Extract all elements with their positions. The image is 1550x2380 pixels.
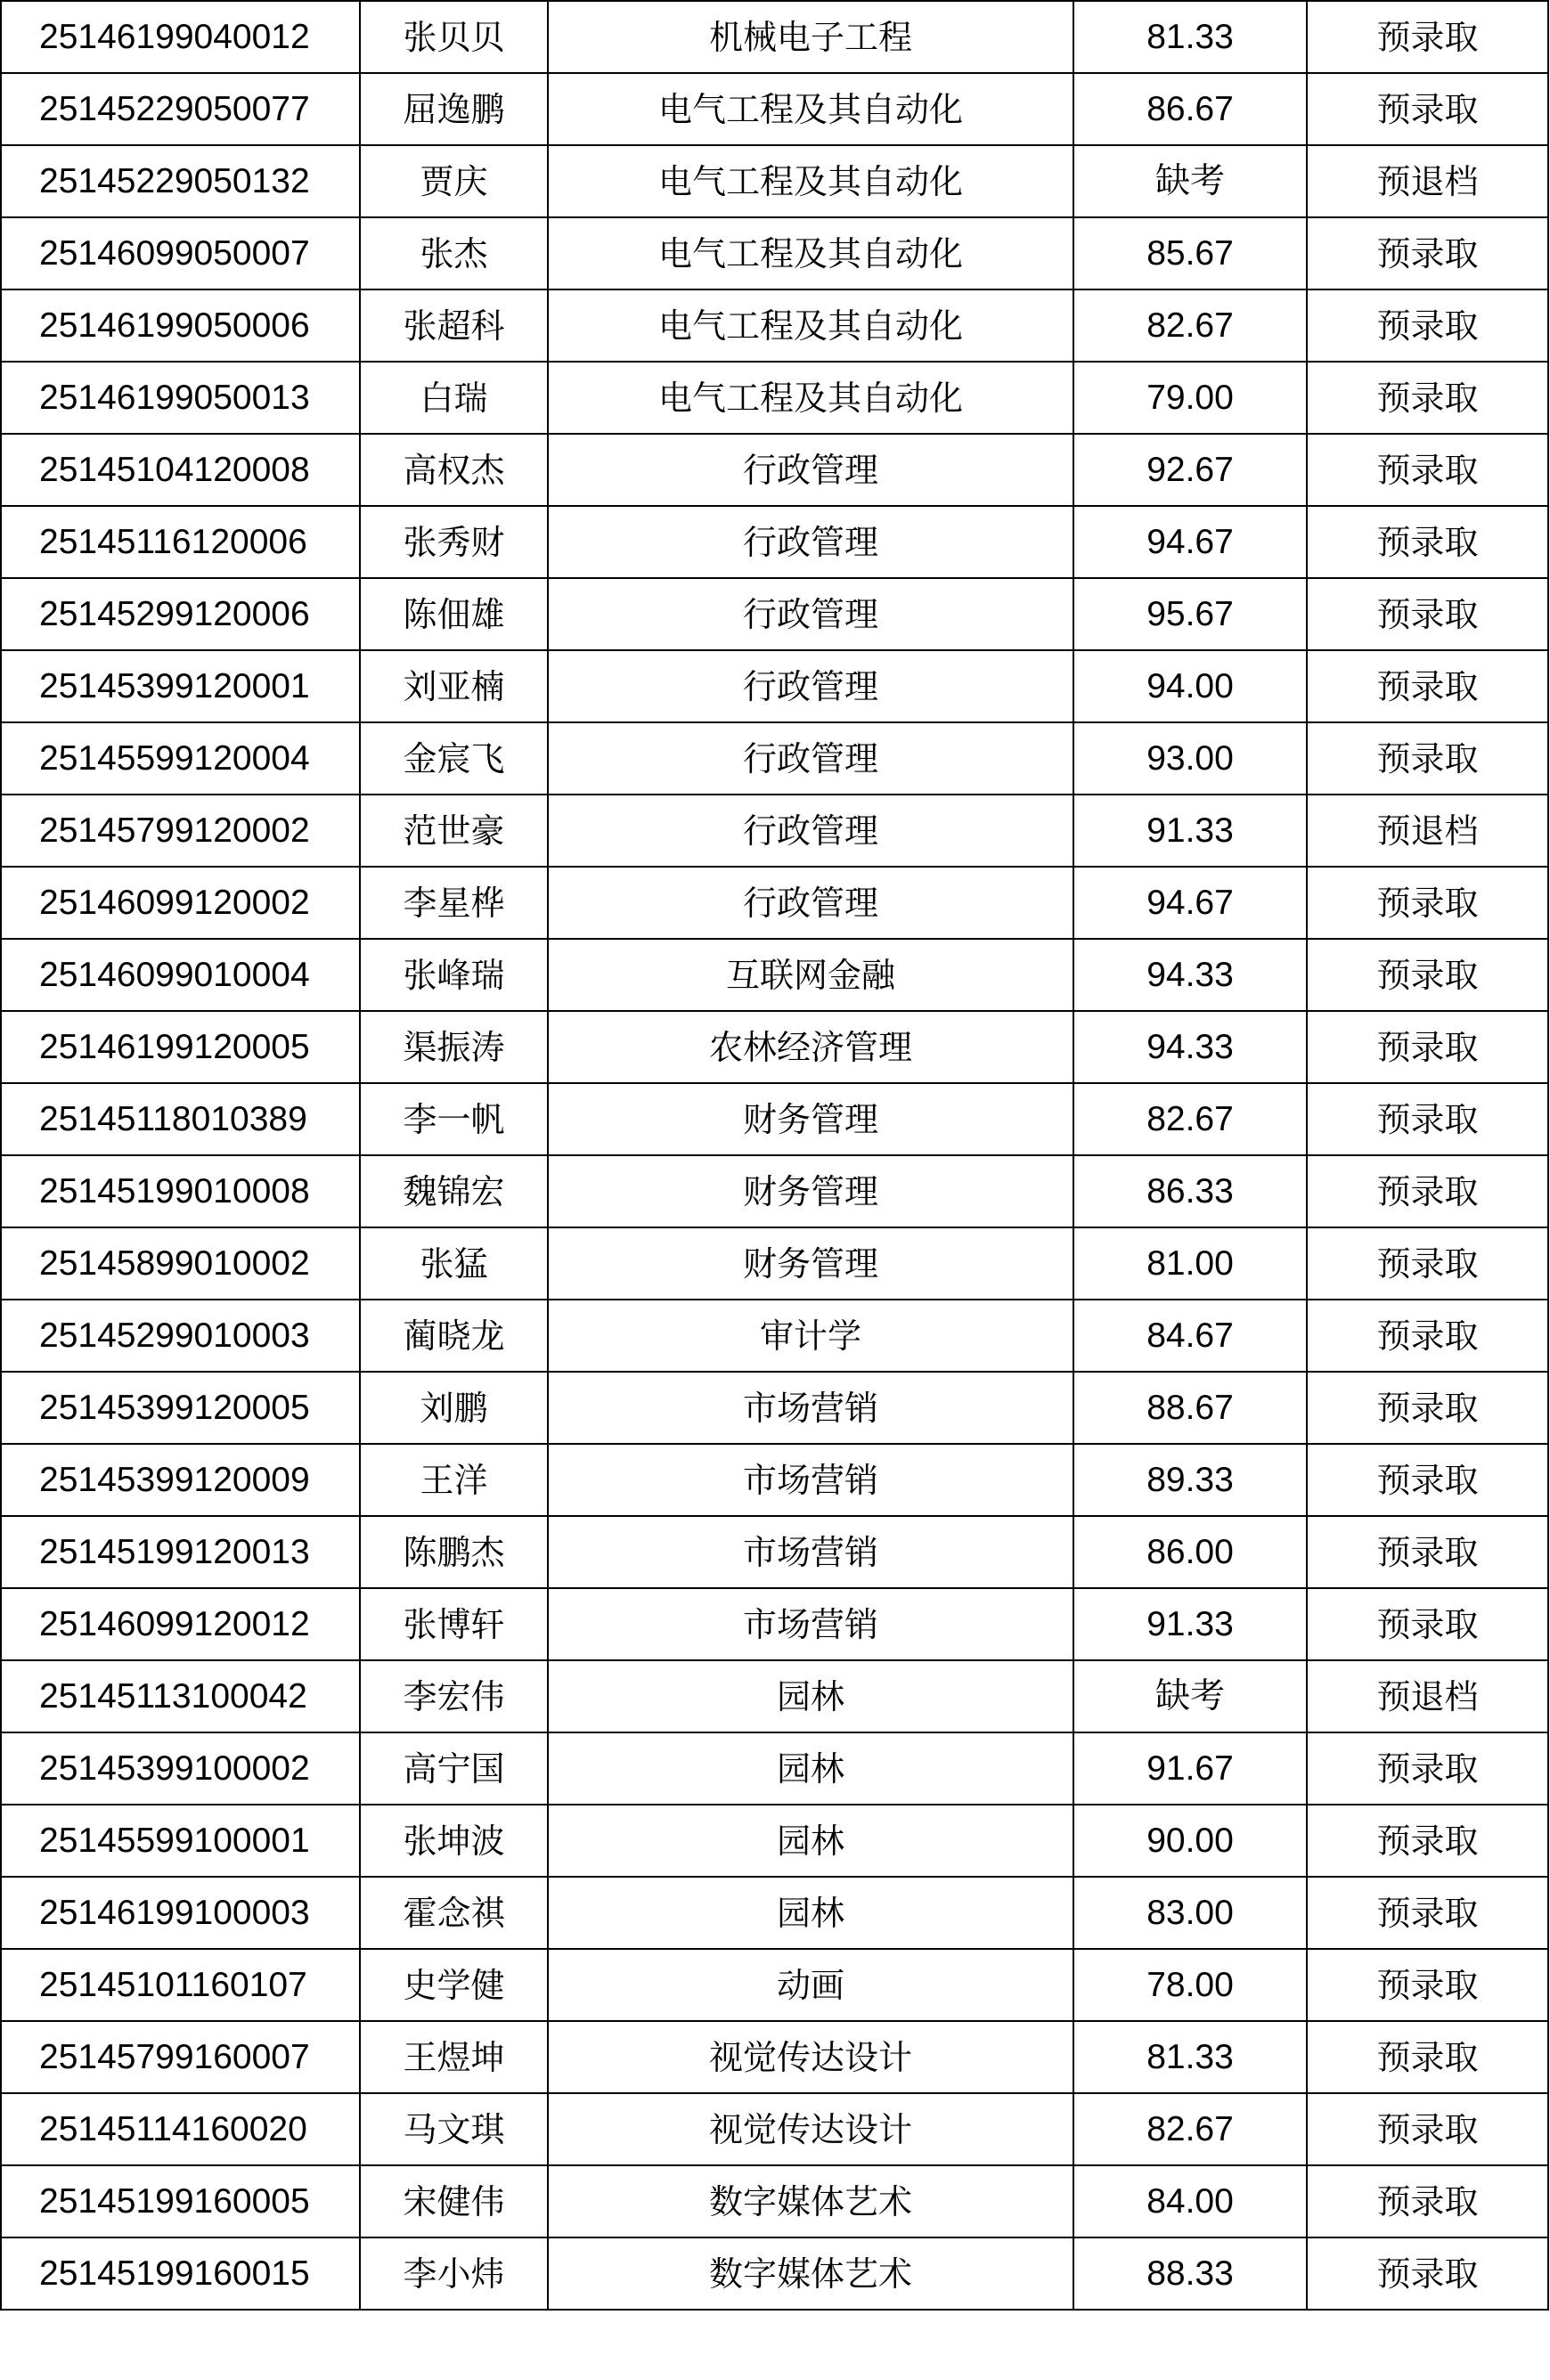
exam-number-cell: 25145229050077 bbox=[1, 73, 360, 145]
table-row bbox=[1, 362, 1548, 434]
table-row bbox=[1, 1155, 1548, 1227]
student-name-cell: 魏锦宏 bbox=[360, 1155, 548, 1227]
major-cell: 电气工程及其自动化 bbox=[548, 73, 1073, 145]
exam-number-cell: 25146199050013 bbox=[1, 362, 360, 434]
status-cell: 预录取 bbox=[1307, 1805, 1548, 1877]
major-cell: 视觉传达设计 bbox=[548, 2093, 1073, 2165]
score-cell: 91.67 bbox=[1073, 1732, 1307, 1805]
status-cell: 预录取 bbox=[1307, 1011, 1548, 1083]
table-row bbox=[1, 2093, 1548, 2165]
status-cell: 预录取 bbox=[1307, 1227, 1548, 1300]
score-cell: 84.00 bbox=[1073, 2165, 1307, 2237]
major-cell: 市场营销 bbox=[548, 1588, 1073, 1660]
table-row bbox=[1, 1083, 1548, 1155]
score-cell: 89.33 bbox=[1073, 1444, 1307, 1516]
student-name-cell: 张杰 bbox=[360, 217, 548, 289]
table-row bbox=[1, 578, 1548, 650]
student-name-cell: 贾庆 bbox=[360, 145, 548, 217]
score-cell: 94.67 bbox=[1073, 867, 1307, 939]
student-name-cell: 李一帆 bbox=[360, 1083, 548, 1155]
score-cell: 78.00 bbox=[1073, 1949, 1307, 2021]
score-cell: 91.33 bbox=[1073, 1588, 1307, 1660]
student-name-cell: 刘鹏 bbox=[360, 1372, 548, 1444]
exam-number-cell: 25145599100001 bbox=[1, 1805, 360, 1877]
table-row bbox=[1, 867, 1548, 939]
exam-number-cell: 25145118010389 bbox=[1, 1083, 360, 1155]
status-cell: 预录取 bbox=[1307, 362, 1548, 434]
score-cell: 79.00 bbox=[1073, 362, 1307, 434]
major-cell: 农林经济管理 bbox=[548, 1011, 1073, 1083]
table-row bbox=[1, 722, 1548, 795]
status-cell: 预录取 bbox=[1307, 1300, 1548, 1372]
major-cell: 园林 bbox=[548, 1660, 1073, 1732]
table-row bbox=[1, 1372, 1548, 1444]
status-cell: 预录取 bbox=[1307, 2093, 1548, 2165]
score-cell: 81.33 bbox=[1073, 1, 1307, 73]
student-name-cell: 张贝贝 bbox=[360, 1, 548, 73]
status-cell: 预录取 bbox=[1307, 2021, 1548, 2093]
exam-number-cell: 25145116120006 bbox=[1, 506, 360, 578]
status-cell: 预录取 bbox=[1307, 1, 1548, 73]
exam-number-cell: 25145799160007 bbox=[1, 2021, 360, 2093]
status-cell: 预录取 bbox=[1307, 1949, 1548, 2021]
status-cell: 预录取 bbox=[1307, 1516, 1548, 1588]
exam-number-cell: 25145199160015 bbox=[1, 2237, 360, 2310]
status-cell: 预录取 bbox=[1307, 1877, 1548, 1949]
major-cell: 行政管理 bbox=[548, 795, 1073, 867]
score-cell: 86.00 bbox=[1073, 1516, 1307, 1588]
table-row bbox=[1, 1660, 1548, 1732]
major-cell: 视觉传达设计 bbox=[548, 2021, 1073, 2093]
major-cell: 电气工程及其自动化 bbox=[548, 217, 1073, 289]
exam-number-cell: 25146199100003 bbox=[1, 1877, 360, 1949]
student-name-cell: 王煜坤 bbox=[360, 2021, 548, 2093]
status-cell: 预录取 bbox=[1307, 2237, 1548, 2310]
exam-number-cell: 25146099050007 bbox=[1, 217, 360, 289]
table-row bbox=[1, 650, 1548, 722]
student-name-cell: 张峰瑞 bbox=[360, 939, 548, 1011]
exam-number-cell: 25145399120009 bbox=[1, 1444, 360, 1516]
major-cell: 数字媒体艺术 bbox=[548, 2165, 1073, 2237]
table-row bbox=[1, 1588, 1548, 1660]
status-cell: 预录取 bbox=[1307, 722, 1548, 795]
table-row bbox=[1, 1949, 1548, 2021]
exam-number-cell: 25146199050006 bbox=[1, 289, 360, 362]
exam-number-cell: 25146099120012 bbox=[1, 1588, 360, 1660]
student-name-cell: 范世豪 bbox=[360, 795, 548, 867]
student-name-cell: 李星桦 bbox=[360, 867, 548, 939]
major-cell: 电气工程及其自动化 bbox=[548, 145, 1073, 217]
score-cell: 81.00 bbox=[1073, 1227, 1307, 1300]
student-name-cell: 张博轩 bbox=[360, 1588, 548, 1660]
table-row bbox=[1, 1732, 1548, 1805]
score-cell: 90.00 bbox=[1073, 1805, 1307, 1877]
table-row bbox=[1, 1300, 1548, 1372]
score-cell: 94.33 bbox=[1073, 939, 1307, 1011]
student-name-cell: 张坤波 bbox=[360, 1805, 548, 1877]
exam-number-cell: 25145599120004 bbox=[1, 722, 360, 795]
table-row bbox=[1, 289, 1548, 362]
status-cell: 预录取 bbox=[1307, 289, 1548, 362]
major-cell: 行政管理 bbox=[548, 650, 1073, 722]
score-cell: 缺考 bbox=[1073, 1660, 1307, 1732]
student-name-cell: 刘亚楠 bbox=[360, 650, 548, 722]
student-name-cell: 蔺晓龙 bbox=[360, 1300, 548, 1372]
student-name-cell: 史学健 bbox=[360, 1949, 548, 2021]
score-cell: 83.00 bbox=[1073, 1877, 1307, 1949]
table-row bbox=[1, 1516, 1548, 1588]
table-row bbox=[1, 939, 1548, 1011]
score-cell: 92.67 bbox=[1073, 434, 1307, 506]
major-cell: 市场营销 bbox=[548, 1516, 1073, 1588]
exam-number-cell: 25145799120002 bbox=[1, 795, 360, 867]
student-name-cell: 渠振涛 bbox=[360, 1011, 548, 1083]
score-cell: 81.33 bbox=[1073, 2021, 1307, 2093]
student-name-cell: 陈鹏杰 bbox=[360, 1516, 548, 1588]
score-cell: 88.67 bbox=[1073, 1372, 1307, 1444]
exam-number-cell: 25146199120005 bbox=[1, 1011, 360, 1083]
score-cell: 91.33 bbox=[1073, 795, 1307, 867]
major-cell: 行政管理 bbox=[548, 722, 1073, 795]
major-cell: 财务管理 bbox=[548, 1083, 1073, 1155]
student-name-cell: 王洋 bbox=[360, 1444, 548, 1516]
exam-number-cell: 25145399120005 bbox=[1, 1372, 360, 1444]
exam-number-cell: 25145114160020 bbox=[1, 2093, 360, 2165]
status-cell: 预退档 bbox=[1307, 795, 1548, 867]
status-cell: 预录取 bbox=[1307, 1083, 1548, 1155]
major-cell: 电气工程及其自动化 bbox=[548, 362, 1073, 434]
status-cell: 预录取 bbox=[1307, 578, 1548, 650]
table-body bbox=[1, 0, 1548, 2310]
student-name-cell: 张猛 bbox=[360, 1227, 548, 1300]
score-cell: 94.00 bbox=[1073, 650, 1307, 722]
exam-number-cell: 25145229050132 bbox=[1, 145, 360, 217]
score-cell: 缺考 bbox=[1073, 145, 1307, 217]
status-cell: 预退档 bbox=[1307, 145, 1548, 217]
table-row bbox=[1, 217, 1548, 289]
table-row bbox=[1, 2021, 1548, 2093]
table-row bbox=[1, 434, 1548, 506]
major-cell: 行政管理 bbox=[548, 506, 1073, 578]
student-name-cell: 白瑞 bbox=[360, 362, 548, 434]
status-cell: 预录取 bbox=[1307, 506, 1548, 578]
score-cell: 82.67 bbox=[1073, 1083, 1307, 1155]
table-row bbox=[1, 506, 1548, 578]
status-cell: 预录取 bbox=[1307, 2165, 1548, 2237]
major-cell: 互联网金融 bbox=[548, 939, 1073, 1011]
status-cell: 预录取 bbox=[1307, 939, 1548, 1011]
exam-number-cell: 25145113100042 bbox=[1, 1660, 360, 1732]
status-cell: 预录取 bbox=[1307, 73, 1548, 145]
major-cell: 审计学 bbox=[548, 1300, 1073, 1372]
major-cell: 电气工程及其自动化 bbox=[548, 289, 1073, 362]
student-name-cell: 高宁国 bbox=[360, 1732, 548, 1805]
major-cell: 市场营销 bbox=[548, 1372, 1073, 1444]
table-row bbox=[1, 1805, 1548, 1877]
student-name-cell: 屈逸鹏 bbox=[360, 73, 548, 145]
score-cell: 93.00 bbox=[1073, 722, 1307, 795]
score-cell: 84.67 bbox=[1073, 1300, 1307, 1372]
major-cell: 行政管理 bbox=[548, 867, 1073, 939]
status-cell: 预录取 bbox=[1307, 1732, 1548, 1805]
status-cell: 预录取 bbox=[1307, 1588, 1548, 1660]
table-row bbox=[1, 2165, 1548, 2237]
student-name-cell: 高权杰 bbox=[360, 434, 548, 506]
major-cell: 财务管理 bbox=[548, 1155, 1073, 1227]
score-cell: 85.67 bbox=[1073, 217, 1307, 289]
table-row bbox=[1, 2237, 1548, 2310]
exam-number-cell: 25145399120001 bbox=[1, 650, 360, 722]
exam-number-cell: 25145399100002 bbox=[1, 1732, 360, 1805]
table-row bbox=[1, 1877, 1548, 1949]
table-row bbox=[1, 1227, 1548, 1300]
status-cell: 预录取 bbox=[1307, 434, 1548, 506]
exam-number-cell: 25145199120013 bbox=[1, 1516, 360, 1588]
status-cell: 预录取 bbox=[1307, 867, 1548, 939]
major-cell: 行政管理 bbox=[548, 434, 1073, 506]
exam-number-cell: 25145101160107 bbox=[1, 1949, 360, 2021]
table-row bbox=[1, 73, 1548, 145]
table-row bbox=[1, 1444, 1548, 1516]
student-name-cell: 霍念祺 bbox=[360, 1877, 548, 1949]
status-cell: 预录取 bbox=[1307, 1372, 1548, 1444]
table-row bbox=[1, 1, 1548, 73]
exam-number-cell: 25145299120006 bbox=[1, 578, 360, 650]
score-cell: 94.33 bbox=[1073, 1011, 1307, 1083]
status-cell: 预录取 bbox=[1307, 1155, 1548, 1227]
student-name-cell: 马文琪 bbox=[360, 2093, 548, 2165]
score-cell: 94.67 bbox=[1073, 506, 1307, 578]
status-cell: 预退档 bbox=[1307, 1660, 1548, 1732]
major-cell: 财务管理 bbox=[548, 1227, 1073, 1300]
exam-number-cell: 25146199040012 bbox=[1, 1, 360, 73]
student-name-cell: 宋健伟 bbox=[360, 2165, 548, 2237]
major-cell: 机械电子工程 bbox=[548, 1, 1073, 73]
exam-number-cell: 25145299010003 bbox=[1, 1300, 360, 1372]
table-row bbox=[1, 145, 1548, 217]
status-cell: 预录取 bbox=[1307, 650, 1548, 722]
student-name-cell: 李宏伟 bbox=[360, 1660, 548, 1732]
student-name-cell: 陈佃雄 bbox=[360, 578, 548, 650]
exam-number-cell: 25146099120002 bbox=[1, 867, 360, 939]
score-cell: 82.67 bbox=[1073, 2093, 1307, 2165]
exam-number-cell: 25145199010008 bbox=[1, 1155, 360, 1227]
score-cell: 82.67 bbox=[1073, 289, 1307, 362]
major-cell: 动画 bbox=[548, 1949, 1073, 2021]
exam-number-cell: 25146099010004 bbox=[1, 939, 360, 1011]
major-cell: 园林 bbox=[548, 1877, 1073, 1949]
major-cell: 园林 bbox=[548, 1805, 1073, 1877]
student-name-cell: 张秀财 bbox=[360, 506, 548, 578]
exam-number-cell: 25145104120008 bbox=[1, 434, 360, 506]
student-name-cell: 金宸飞 bbox=[360, 722, 548, 795]
major-cell: 数字媒体艺术 bbox=[548, 2237, 1073, 2310]
status-cell: 预录取 bbox=[1307, 217, 1548, 289]
score-cell: 95.67 bbox=[1073, 578, 1307, 650]
table-row bbox=[1, 1011, 1548, 1083]
major-cell: 市场营销 bbox=[548, 1444, 1073, 1516]
student-name-cell: 张超科 bbox=[360, 289, 548, 362]
score-cell: 86.67 bbox=[1073, 73, 1307, 145]
exam-number-cell: 25145199160005 bbox=[1, 2165, 360, 2237]
table-row bbox=[1, 795, 1548, 867]
student-name-cell: 李小炜 bbox=[360, 2237, 548, 2310]
status-cell: 预录取 bbox=[1307, 1444, 1548, 1516]
score-cell: 86.33 bbox=[1073, 1155, 1307, 1227]
score-cell: 88.33 bbox=[1073, 2237, 1307, 2310]
exam-number-cell: 25145899010002 bbox=[1, 1227, 360, 1300]
major-cell: 行政管理 bbox=[548, 578, 1073, 650]
major-cell: 园林 bbox=[548, 1732, 1073, 1805]
